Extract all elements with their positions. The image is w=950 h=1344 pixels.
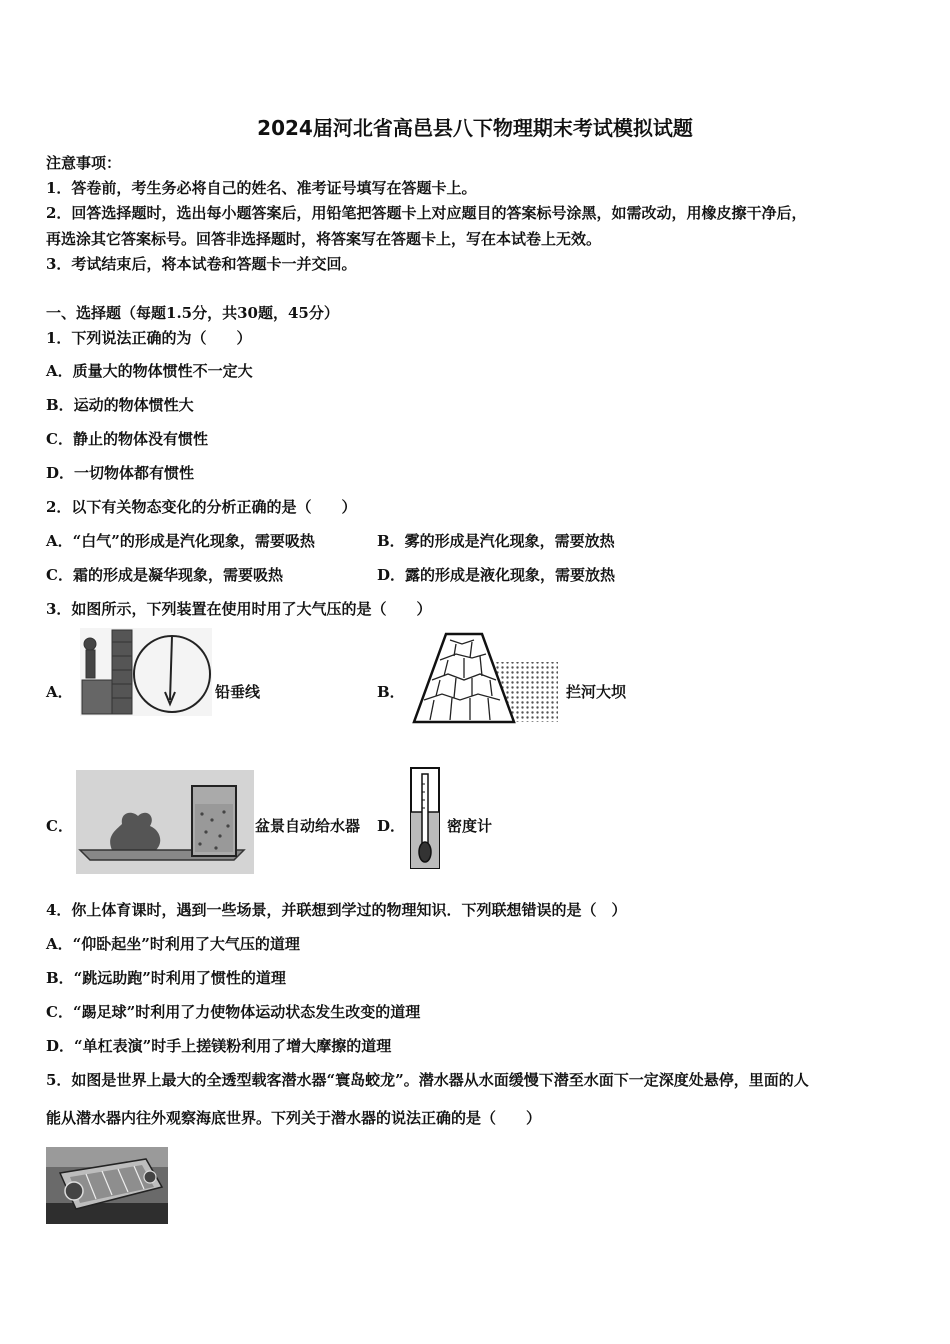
q1-option-a: A．质量大的物体惯性不一定大: [46, 362, 253, 380]
q4-option-a: A．“仰卧起坐”时利用了大气压的道理: [46, 935, 300, 953]
hydrometer-figure: [409, 766, 441, 870]
q1-stem: 1．下列说法正确的为（ ）: [46, 329, 252, 347]
q2-option-d: D．露的形成是液化现象，需要放热: [377, 566, 616, 584]
submersible-photo: [46, 1147, 168, 1224]
q2-stem: 2．以下有关物态变化的分析正确的是（ ）: [46, 498, 357, 516]
section-heading: 一、选择题（每题1.5分，共30题，45分）: [46, 304, 339, 322]
q3-option-c-letter: C．: [46, 817, 73, 835]
dam-figure: [410, 630, 560, 724]
q3-option-a-caption: 铅垂线: [215, 683, 261, 701]
notice-item-2-cont: 再选涂其它答案标号。回答非选择题时，将答案写在答题卡上，写在本试卷上无效。: [46, 230, 602, 248]
q3-stem: 3．如图所示，下列装置在使用时用了大气压的是（ ）: [46, 600, 432, 618]
q3-option-b-letter: B．: [377, 683, 405, 701]
q3-option-d-letter: D．: [377, 817, 406, 835]
q3-option-c-caption: 盆景自动给水器: [255, 817, 361, 835]
notice-item-1: 1．答卷前，考生务必将自己的姓名、准考证号填写在答题卡上。: [46, 179, 477, 197]
q4-option-d: D．“单杠表演”时手上搓镁粉利用了增大摩擦的道理: [46, 1037, 392, 1055]
q4-option-c: C．“踢足球”时利用了力使物体运动状态发生改变的道理: [46, 1003, 421, 1021]
q5-stem-line-2: 能从潜水器内往外观察海底世界。下列关于潜水器的说法正确的是（ ）: [46, 1109, 542, 1127]
q1-option-b: B．运动的物体惯性大: [46, 396, 194, 414]
q2-option-a: A．“白气”的形成是汽化现象，需要吸热: [46, 532, 315, 550]
planter-waterer-figure: [76, 770, 254, 874]
exam-title: 2024届河北省高邑县八下物理期末考试模拟试题: [257, 116, 693, 140]
q4-option-b: B．“跳远助跑”时利用了惯性的道理: [46, 969, 286, 987]
q3-option-a-letter: A．: [46, 683, 73, 701]
q3-option-d-caption: 密度计: [447, 817, 493, 835]
notice-item-3: 3．考试结束后，将本试卷和答题卡一并交回。: [46, 255, 357, 273]
q1-option-c: C．静止的物体没有惯性: [46, 430, 208, 448]
plumb-line-figure: [80, 628, 212, 716]
notice-item-2: 2．回答选择题时，选出每小题答案后，用铅笔把答题卡上对应题目的答案标号涂黑，如需改动，用橡皮擦干净后，: [46, 204, 807, 222]
q2-option-c: C．霜的形成是凝华现象，需要吸热: [46, 566, 283, 584]
q5-stem-line-1: 5．如图是世界上最大的全透型载客潜水器“寰岛蛟龙”。潜水器从水面缓慢下潜至水面下一定深度处悬停，里面的人: [46, 1071, 809, 1089]
q2-option-b: B．雾的形成是汽化现象，需要放热: [377, 532, 615, 550]
q3-option-b-caption: 拦河大坝: [566, 683, 627, 701]
q1-option-d: D．一切物体都有惯性: [46, 464, 195, 482]
notice-heading: 注意事项：: [46, 154, 122, 172]
q4-stem: 4．你上体育课时，遇到一些场景，并联想到学过的物理知识．下列联想错误的是（ ）: [46, 901, 627, 919]
